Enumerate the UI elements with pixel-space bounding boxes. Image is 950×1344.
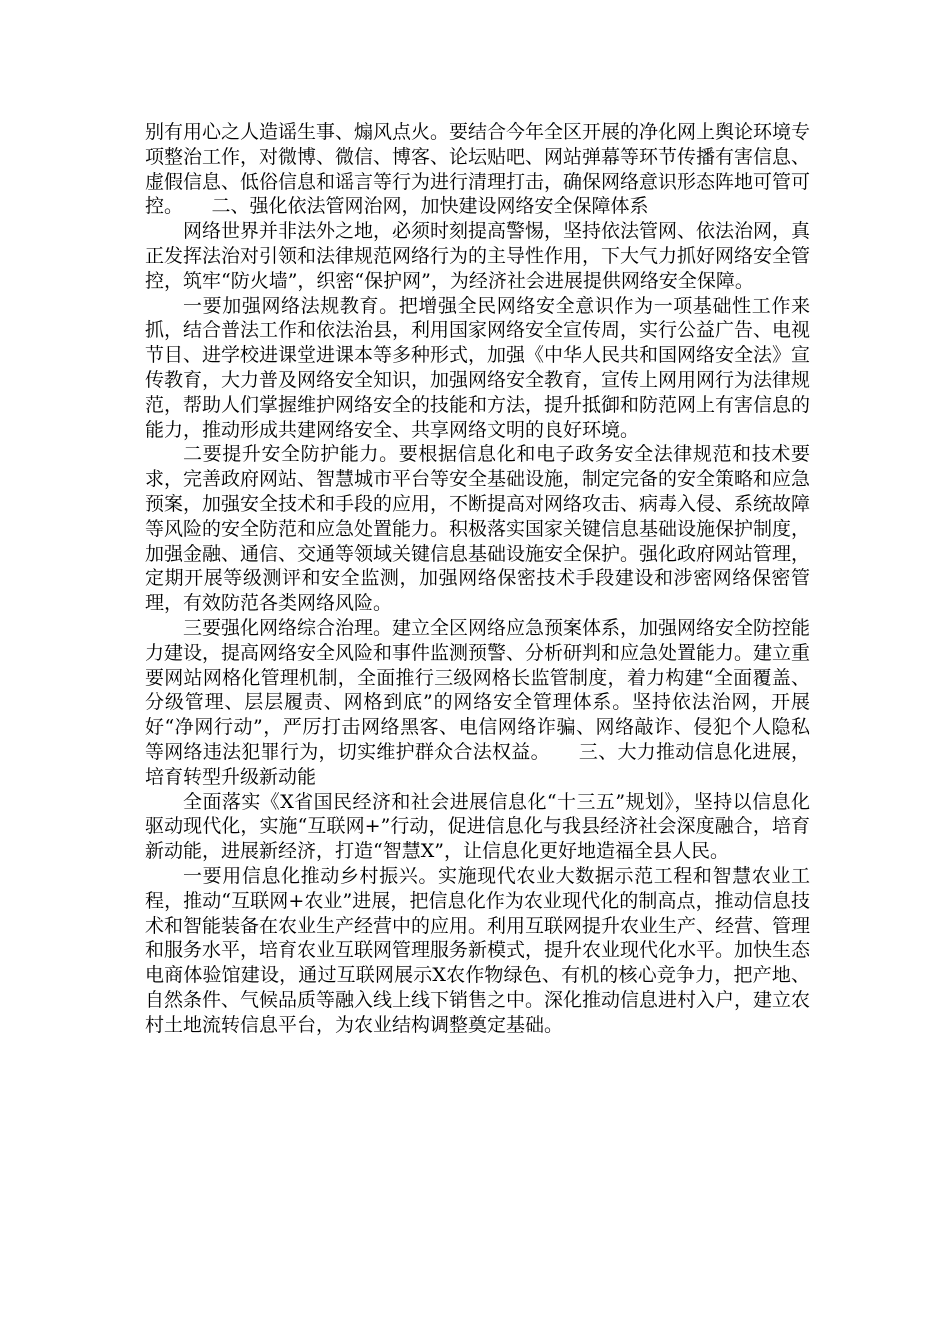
paragraph-7: 一要用信息化推动乡村振兴。实施现代农业大数据示范工程和智慧农业工程，推动“互联网+农业”进展，把信息化作为农业现代化的制高点，推动信息技术和智能装备在农业生产经营中的应用。利用互联网提升农业生产、经营、管理和服务水平，培育农业互联网管理服务新模式，提升农业现代化水平。加快生态电商体验馆建设，通过互联网展示X农作物绿色、有机的核心竞争力，把产地、自然条件、气候品质等融入线上线下销售之中。深化推动信息进村入户，建立农村土地流转信息平台，为农业结构调整奠定基础。: [145, 864, 811, 1036]
paragraph-6: 全面落实《X省国民经济和社会进展信息化“十三五”规划》，坚持以信息化驱动现代化，实施“互联网+”行动，促进信息化与我县经济社会深度融合，培育新动能，进展新经济，打造“智慧X”，让信息化更好地造福全县人民。: [145, 790, 810, 863]
paragraph-5: 三要强化网络综合治理。建立全区网络应急预案体系，加强网络安全防控能力建设，提高网络安全风险和事件监测预警、分析研判和应急处置能力。建立重要网站网格化管理机制，全面推行三级网格长监管制度，着力构建“全面覆盖、分级管理、层层履责、网格到底”的网络安全管理体系。坚持依法治网，开展好“净网行动”，严厉打击网络黑客、电信网络诈骗、网络敲诈、侵犯个人隐私等网络违法犯罪行为，切实维护群众合法权益。 三、大力推动信息化进展，培育转型升级新动能: [145, 616, 811, 788]
paragraph-1: 别有用心之人造谣生事、煽风点火。要结合今年全区开展的净化网上舆论环境专项整治工作，对微博、微信、博客、论坛贴吧、网站弹幕等环节传播有害信息、虚假信息、低俗信息和谣言等行为进行清理打击，确保网络意识形态阵地可管可控。 二、强化依法管网治网，加快建设网络安全保障体系: [145, 121, 811, 218]
paragraph-3: 一要加强网络法规教育。把增强全民网络安全意识作为一项基础性工作来抓，结合普法工作和依法治县，利用国家网络安全宣传周，实行公益广告、电视节目、进学校进课堂进课本等多种形式，加强《中华人民共和国网络安全法》宣传教育，大力普及网络安全知识，加强网络安全教育，宣传上网用网行为法律规范，帮助人们掌握维护网络安全的技能和方法，提升抵御和防范网上有害信息的能力，推动形成共建网络安全、共享网络文明的良好环境。: [145, 294, 811, 441]
paragraph-2: 网络世界并非法外之地，必须时刻提高警惕，坚持依法管网、依法治网，真正发挥法治对引领和法律规范网络行为的主导性作用，下大气力抓好网络安全管控，筑牢“防火墙”，织密“保护网”，为经济社会进展提供网络安全保障。: [145, 220, 811, 292]
document-page: [145, 120, 810, 1037]
paragraph-4: 二要提升安全防护能力。要根据信息化和电子政务安全法律规范和技术要求，完善政府网站、智慧城市平台等安全基础设施，制定完备的安全策略和应急预案，加强安全技术和手段的应用，不断提高对网络攻击、病毒入侵、系统故障等风险的安全防范和应急处置能力。积极落实国家关键信息基础设施保护制度，加强金融、通信、交通等领域关键信息基础设施安全保护。强化政府网站管理，定期开展等级测评和安全监测，加强网络保密技术手段建设和涉密网络保密管理，有效防范各类网络风险。: [145, 443, 811, 615]
